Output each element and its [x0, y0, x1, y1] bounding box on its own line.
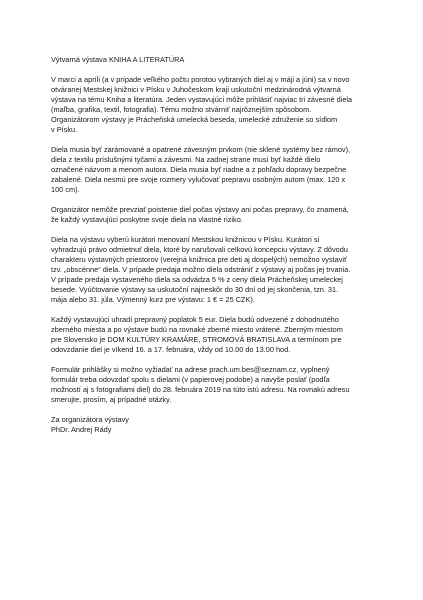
text-line: označené názvom a menom autora. Diela musia byť riadne a z pohľadu dopravy bezpečne	[51, 165, 347, 174]
text-line: Organizátor nemôže prevziať poistenie diel počas výstavy ani počas prepravy, čo znamená,	[51, 205, 349, 214]
text-line: V marci a apríli (a v prípade veľkého počtu porotou vybraných diel aj v máji a júni) sa v novo	[51, 75, 350, 84]
text-line: Diela musia byť zarámované a opatrené závesným prvkom (nie sklené systémy bez rámov),	[51, 145, 351, 154]
paragraph	[51, 205, 381, 225]
text-line: (maľba, grafika, textil, fotografia). Tému možno stvárniť najrôznejším spôsobom.	[51, 105, 312, 114]
paragraph	[51, 75, 381, 135]
text-line: zberného miesta a po výstave budú na rovnaké zberné miesto vrátené. Zberným miestom	[51, 325, 343, 334]
text-line: v Písku.	[51, 125, 78, 134]
text-line: Diela na výstavu vyberú kurátori menovaní Mestskou knižnicou v Písku. Kurátori si	[51, 235, 320, 244]
text-line: pre Slovensko je DOM KULTÚRY KRAMÁRE, STROMOVÁ BRATISLAVA a termínom pre	[51, 335, 342, 344]
text-line: otváranej Mestskej knižnici v Písku v Juhočeskom kraji uskutoční medzinárodná výtvarná	[51, 85, 341, 94]
paragraph	[51, 365, 381, 405]
paragraph	[51, 145, 381, 195]
text-line: tzv. „obscénne“ diela. V prípade predaja možno diela odstrániť z výstavy aj počas jej trvania.	[51, 265, 351, 274]
text-line: Každý vystavujúci uhradí prepravný poplatok 5 eur. Diela budú odvezené z dohodnutého	[51, 315, 339, 324]
text-line: besede. Vyúčtovanie výstavy sa uskutoční najneskôr do 30 dní od jej skončenia, tzn. 31.	[51, 285, 339, 294]
text-line: formulár treba odovzdať spolu s dielami (v papierovej podobe) a navyše poslať (podľa	[51, 375, 330, 384]
paragraph	[51, 315, 381, 355]
text-line: diela z textilu príslušnými tyčami a závesmi. Na zadnej strane musí byť každé dielo	[51, 155, 321, 164]
text-line: smerujte, prosím, aj prípadné otázky.	[51, 395, 172, 404]
text-line: zabalené. Diela nesmú pre svoje rozmery vylučovať prepravu osobným autom (max. 120 x	[51, 175, 346, 184]
text-line: výstava na tému Kniha a literatúra. Jeden vystavujúci môže prihlásiť najviac tri závesné diela	[51, 95, 353, 104]
text-line: V prípade predaja vystaveného diela sa odvádza 5 % z ceny diela Prácheňskej umeleckej	[51, 275, 343, 284]
text-line: možností aj s fotografiami diel) do 28. februára 2019 na túto istú adresu. Na rovnakú adresu	[51, 385, 350, 394]
text-line: odovzdanie diel je víkend 16. a 17. februára, vždy od 10.00 do 13.00 hod.	[51, 345, 291, 354]
document-body	[51, 55, 381, 445]
text-line: 100 cm).	[51, 185, 80, 194]
paragraph-list	[51, 75, 381, 435]
text-line: Organizátorom výstavy je Prácheňská umelecká beseda, umelecké združenie so sídlom	[51, 115, 338, 124]
text-line: charakteru výstavných priestorov (verejná knižnica pre deti aj dospelých) nemožno vystaviť	[51, 255, 347, 264]
document-title: Výtvarná výstava KNIHA A LITERATÚRA	[51, 55, 185, 64]
text-line: PhDr. Andrej Rády	[51, 425, 112, 434]
paragraph	[51, 235, 381, 305]
signature-block	[51, 415, 381, 435]
text-line: že každý vystavujúci poskytne svoje diela na vlastné riziko.	[51, 215, 243, 224]
text-line: mája alebo 31. júla. Výmenný kurz pre výstavu: 1 € = 25 CZK).	[51, 295, 255, 304]
text-line: vyhradzujú právo odmietnuť diela, ktoré by narušovali celkovú koncepciu výstavy. Z dôvodu	[51, 245, 348, 254]
text-line: Za organizátora výstavy	[51, 415, 129, 424]
text-line: Formulár prihlášky si možno vyžiadať na adrese prach.um.bes@seznam.cz, vyplnený	[51, 365, 330, 374]
